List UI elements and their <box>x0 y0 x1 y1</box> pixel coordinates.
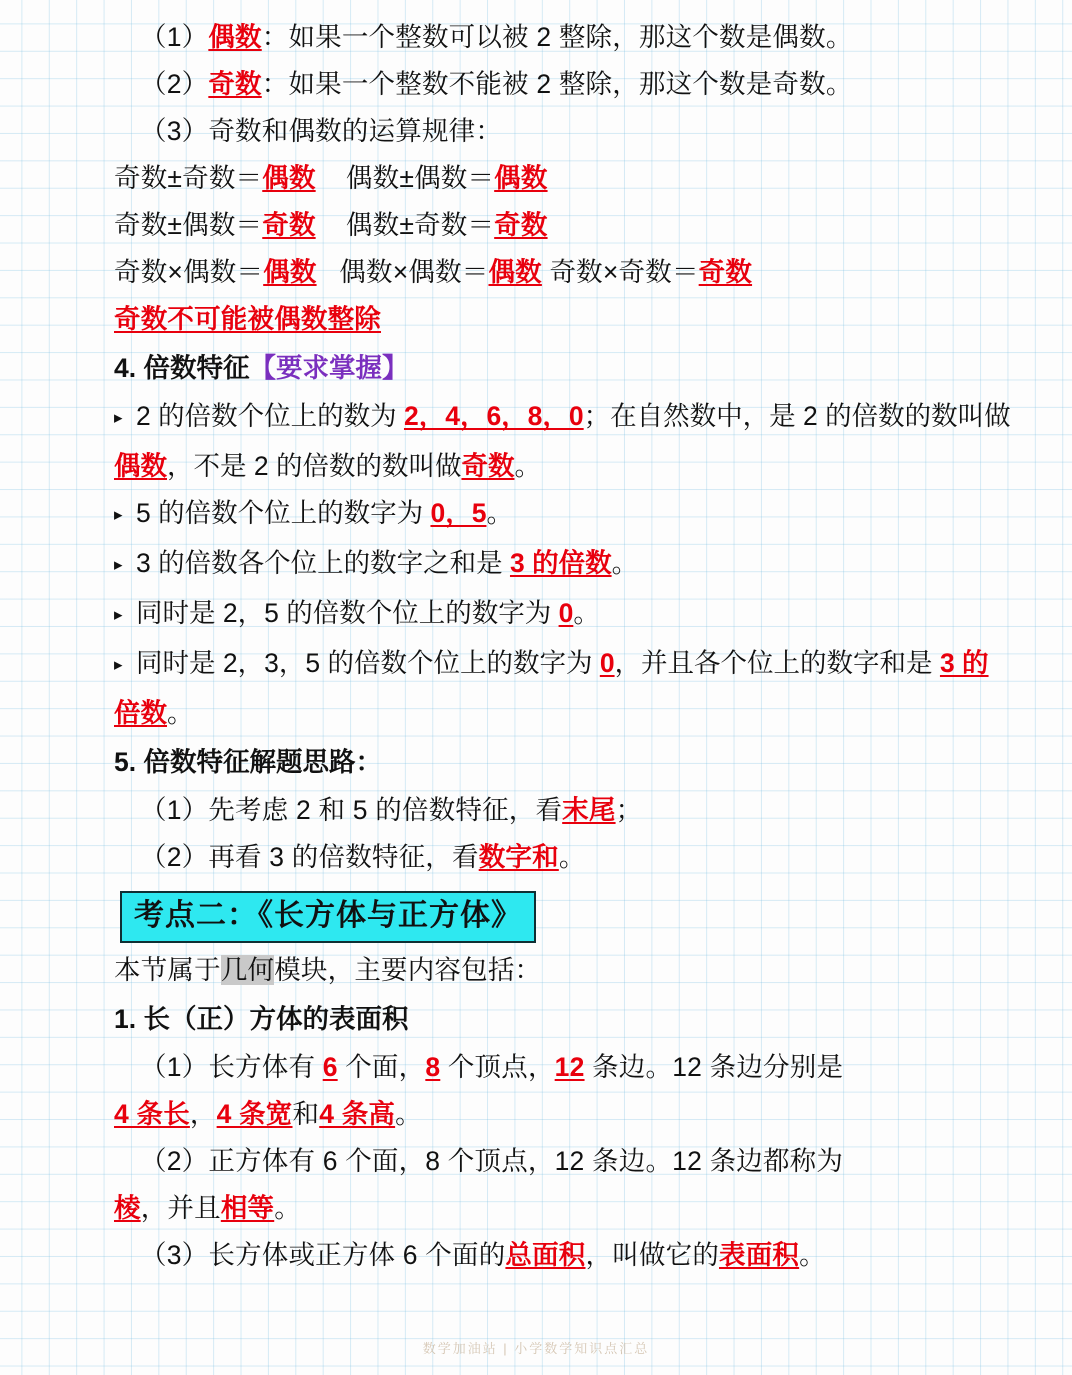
s5-i1-seg-2: 末尾 <box>562 795 616 825</box>
section-banner <box>114 891 1012 943</box>
rule-3-left2: 偶数×偶数＝ <box>339 257 489 287</box>
rule-3-result3: 奇数 <box>698 257 753 287</box>
bullet-1-seg-3: ；在自然数中，是 2 的倍数的数叫做 <box>583 401 1011 431</box>
rule-1-left2: 偶数±偶数＝ <box>345 163 495 193</box>
definition-even-prefix: （1） <box>140 22 209 52</box>
section-4-tag: 【要求掌握】 <box>249 353 409 383</box>
s6-i1-seg-3: 个面， <box>337 1052 426 1082</box>
bullet-3-seg-1: 3 的倍数各个位上的数字之和是 <box>136 548 510 578</box>
triangle-bullet-icon: ▸ <box>114 605 123 624</box>
s5-i2-seg-3: 。 <box>558 842 586 872</box>
s6-i3-seg-1: （2）正方体有 6 个面，8 个顶点，12 条边。12 条边都称为 <box>140 1146 844 1176</box>
rule-row-3 <box>114 249 1012 296</box>
bullet-5-seg-1: 同时是 2，3，5 的倍数个位上的数字为 <box>136 648 600 678</box>
s6-i2-seg-1: 4 条长 <box>114 1099 190 1129</box>
s6-i1-seg-5: 个顶点， <box>440 1052 555 1082</box>
s6-i4-seg-2: ，并且 <box>140 1193 221 1223</box>
s6-i4-seg-3: 相等 <box>220 1193 275 1223</box>
rule-2-left: 奇数±偶数＝ <box>114 210 263 240</box>
s6-i2-seg-6: 。 <box>395 1099 422 1129</box>
s6-i4-seg-4: 。 <box>274 1193 301 1223</box>
s5-i2-seg-2: 数字和 <box>478 842 559 872</box>
section-6-heading <box>114 994 1012 1044</box>
list-item <box>114 590 1012 640</box>
triangle-bullet-icon: ▸ <box>114 408 123 427</box>
s6-i2-seg-5: 4 条高 <box>319 1099 396 1129</box>
s6-i5-seg-1: （3）长方体或正方体 6 个面的 <box>140 1240 506 1270</box>
bullet-2-seg-1: 5 的倍数个位上的数字为 <box>136 498 431 528</box>
s6-i1-seg-6: 12 <box>554 1052 585 1082</box>
rule-3-result: 偶数 <box>263 257 317 287</box>
rule-2-left2: 偶数±奇数＝ <box>345 210 495 240</box>
bullet-5-seg-4: 3 的倍数 <box>114 648 989 728</box>
operation-rules-heading <box>114 108 1012 155</box>
section-5-heading <box>114 737 1012 787</box>
triangle-bullet-icon: ▸ <box>114 555 123 574</box>
definition-odd-text: 如果一个整数不能被 2 整除，那这个数是奇数。 <box>288 69 853 99</box>
s5-i2-seg-1: （2）再看 3 的倍数特征，看 <box>140 842 479 872</box>
section-6-item-3 <box>114 1232 1012 1279</box>
intro-pre: 本节属于 <box>114 955 221 985</box>
section-5-title: 5. 倍数特征解题思路： <box>114 747 382 777</box>
s6-i4-seg-1: 棱 <box>114 1193 141 1223</box>
triangle-bullet-icon: ▸ <box>114 655 123 674</box>
s6-i5-seg-5: 。 <box>799 1240 826 1270</box>
bullet-4-seg-2: 0 <box>558 598 574 628</box>
operation-rules-prefix: （3） <box>140 116 209 146</box>
intro-line <box>114 947 1012 994</box>
s6-i1-seg-4: 8 <box>425 1052 441 1082</box>
bullet-1-seg-7: 。 <box>514 451 541 481</box>
definition-odd-colon: ： <box>261 69 289 99</box>
s5-i1-seg-1: （1）先考虑 2 和 5 的倍数特征，看 <box>140 795 563 825</box>
definition-odd-prefix: （2） <box>140 69 209 99</box>
list-item <box>114 540 1012 590</box>
s6-i5-seg-2: 总面积 <box>505 1240 586 1270</box>
bullet-5-seg-3: ，并且各个位上的数字和是 <box>614 648 940 678</box>
definition-even-text: 如果一个整数可以被 2 整除，那这个数是偶数。 <box>288 22 853 52</box>
operation-rules-text: 奇数和偶数的运算规律： <box>208 116 503 146</box>
s6-i5-seg-4: 表面积 <box>719 1240 800 1270</box>
watermark: 数学加油站 | 小学数学知识点汇总 <box>422 1341 650 1356</box>
s6-i5-seg-3: ，叫做它的 <box>585 1240 720 1270</box>
bullet-5-seg-2: 0 <box>599 648 615 678</box>
bullet-1-seg-2: 2，4，6，8，0 <box>403 401 584 431</box>
list-item <box>114 490 1012 540</box>
rule-3-left3: 奇数×奇数＝ <box>549 257 699 287</box>
rule-1-left: 奇数±奇数＝ <box>114 163 263 193</box>
definition-even-colon: ： <box>261 22 289 52</box>
bullet-1-seg-6: 奇数 <box>461 451 515 481</box>
bullet-1-seg-4: 偶数 <box>114 451 167 481</box>
bullet-1-seg-5: ，不是 2 的倍数的数叫做 <box>167 451 462 481</box>
section-6-item-2a <box>114 1138 1012 1185</box>
bullet-5-seg-5: 。 <box>167 698 194 728</box>
rule-note <box>114 296 1012 343</box>
bullet-2-seg-2: 0，5 <box>430 498 487 528</box>
list-item <box>114 393 1012 490</box>
s6-i2-seg-2: ， <box>189 1099 217 1129</box>
s6-i1-seg-2: 6 <box>322 1052 338 1082</box>
s5-i1-seg-3: ； <box>615 795 643 825</box>
definition-even <box>114 14 1012 61</box>
s6-i1-seg-1: （1）长方体有 <box>140 1052 323 1082</box>
rule-row-2 <box>114 202 1012 249</box>
rule-2-result2: 奇数 <box>494 210 548 240</box>
section-6-item-1a <box>114 1044 1012 1091</box>
bullet-3-seg-2: 3 的倍数 <box>509 548 612 578</box>
triangle-bullet-icon: ▸ <box>114 505 123 524</box>
section-4-title: 4. 倍数特征 <box>114 353 250 383</box>
intro-highlight: 几何 <box>220 955 275 985</box>
intro-post: 模块，主要内容包括： <box>274 955 542 985</box>
rule-note-text: 奇数不可能被偶数整除 <box>114 304 381 334</box>
s6-i2-seg-4: 和 <box>292 1099 320 1129</box>
bullet-4-seg-1: 同时是 2，5 的倍数个位上的数字为 <box>136 598 559 628</box>
bullet-3-seg-3: 。 <box>611 548 639 578</box>
definition-even-term: 偶数 <box>208 22 262 52</box>
rule-2-result: 奇数 <box>262 210 316 240</box>
section-6-title: 1. 长（正）方体的表面积 <box>114 1004 409 1034</box>
bullet-2-seg-3: 。 <box>486 498 513 528</box>
section-5-item-1 <box>114 787 1012 834</box>
section-5-item-2 <box>114 834 1012 881</box>
rule-1-result2: 偶数 <box>494 163 548 193</box>
rule-3-result2: 偶数 <box>488 257 542 287</box>
list-item <box>114 640 1012 737</box>
rule-row-1 <box>114 155 1012 202</box>
definition-odd-term: 奇数 <box>208 69 262 99</box>
section-6-item-2b <box>114 1185 1012 1232</box>
definition-odd <box>114 61 1012 108</box>
section-4-heading <box>114 343 1012 393</box>
bullet-4-seg-3: 。 <box>573 598 600 628</box>
s6-i1-seg-7: 条边。12 条边分别是 <box>584 1052 844 1082</box>
bullet-1-seg-1: 2 的倍数个位上的数为 <box>136 401 404 431</box>
kaodian-2-label: 考点二：《长方体与正方体》 <box>120 891 536 943</box>
rule-3-left: 奇数×偶数＝ <box>114 257 264 287</box>
s6-i2-seg-3: 4 条宽 <box>216 1099 293 1129</box>
section-6-item-1b <box>114 1091 1012 1138</box>
rule-1-result: 偶数 <box>262 163 316 193</box>
